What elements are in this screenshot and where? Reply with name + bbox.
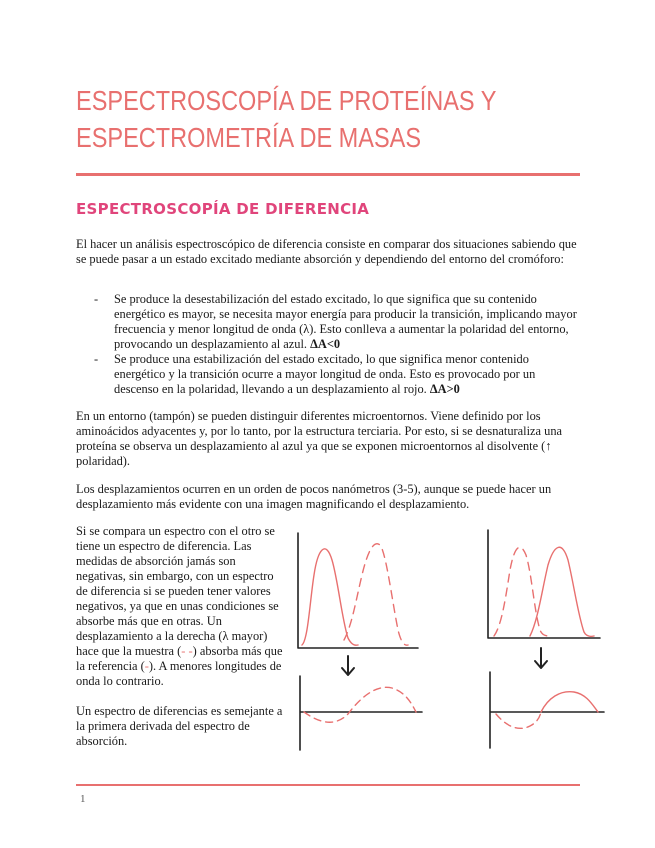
reference-line-mark: -: [144, 659, 149, 673]
right-diff-axes: [490, 672, 604, 748]
bullet-formula: ΔA<0: [310, 337, 341, 351]
intro-paragraph: El hacer un análisis espectroscópico de diferencia consiste en comparar dos situaciones sabiendo que se puede pasar a un estado excitado mediante absorción y dependiendo del entorno del cromóforo:: [76, 237, 577, 266]
left-down-arrow: [342, 656, 354, 675]
bullet-dash: -: [94, 352, 99, 366]
page-number: 1: [80, 793, 86, 805]
right-difference-plot: [490, 672, 604, 748]
desplazamientos-paragraph: Los desplazamientos ocurren en un orden de pocos nanómetros (3-5), aunque se puede hacer un desplazamiento más evidente con una imagen magnificando el desplazamiento.: [76, 482, 552, 511]
left-reference-curve: [302, 549, 358, 645]
bullet-dash: -: [94, 292, 99, 306]
left-sample-curve: [344, 544, 408, 645]
espectro-text-3: ). A menores longitudes de onda lo contrario.: [76, 659, 282, 688]
footer-divider: [76, 784, 580, 786]
sample-line-mark: - -: [181, 644, 193, 658]
right-absorption-plot: [488, 530, 600, 638]
left-diff-curve: [304, 687, 416, 722]
left-absorption-plot: [298, 533, 418, 648]
espectro-text-1: Si se compara un espectro con el otro se tiene un espectro de diferencia. Las medidas de absorción jamás son negativas, sin embargo, con un espectro de diferencia si se pueden tener valores negativos, ya que en unas condiciones se absorbe más que en otras. Un desplazamiento a la derecha (λ mayor) hace que la muestra (: [76, 524, 279, 658]
right-diff-negative: [496, 712, 541, 728]
section-title: ESPECTROSCOPÍA DE DIFERENCIA: [76, 200, 370, 218]
left-axes: [298, 533, 418, 648]
bullet-text: Se produce una estabilización del estado excitado, lo que significa menor contenido energético y la transición ocurre a mayor longitud de onda. Esto es provocado por un descenso en la polaridad, llevando a un desplazamiento al rojo.: [114, 352, 536, 396]
derivada-paragraph: Un espectro de diferencias es semejante a la primera derivada del espectro de absorción.: [76, 704, 283, 748]
right-diff-positive: [541, 692, 598, 712]
bullet-formula: ΔA>0: [429, 382, 460, 396]
left-difference-plot: [300, 676, 422, 750]
microentornos-paragraph: En un entorno (tampón) se pueden distinguir diferentes microentornos. Viene definido por los aminoácidos adyacentes y, por lo tanto, por la estructura terciaria. Por esto, si se desnaturaliza una proteína se observa un desplazamiento al azul ya que se exponen microentornos al disolvente (↑ polaridad).: [76, 409, 563, 468]
bullet-text: Se produce la desestabilización del estado excitado, lo que significa que su contenido energético es mayor, se necesita mayor energía para producir la transición, implicando mayor frecuencia y menor longitud de onda (λ). Esto conlleva a aumentar la polaridad del entorno, provocando un desplazamiento al azul.: [114, 292, 577, 351]
right-down-arrow: [535, 648, 547, 668]
left-diff-axes: [300, 676, 422, 750]
title-line-1: ESPECTROSCOPÍA DE PROTEÍNAS Y: [76, 85, 497, 116]
espectro-text-2: ) absorba más que la referencia (: [76, 644, 283, 673]
title-line-2: ESPECTROMETRÍA DE MASAS: [76, 122, 422, 153]
right-reference-curve: [530, 547, 594, 636]
